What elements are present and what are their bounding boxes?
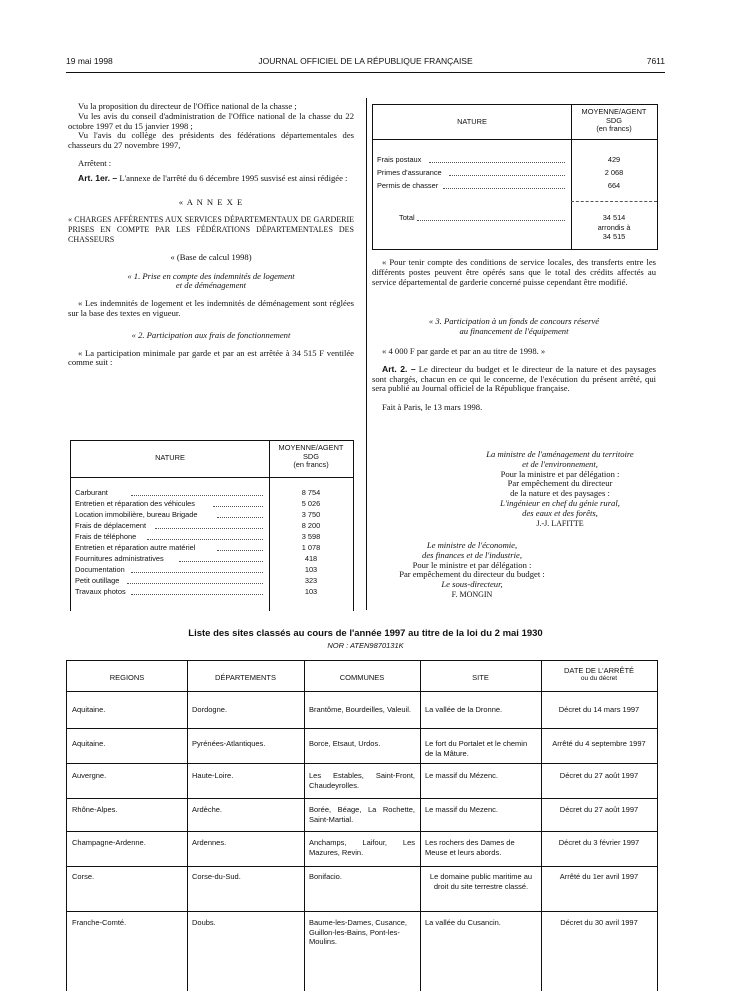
row-label: Documentation: [75, 565, 125, 574]
leader-dots: [429, 162, 565, 163]
cost-table-left: [70, 440, 354, 611]
row-rule: [67, 763, 657, 764]
cell-region: Champagne-Ardenne.: [72, 838, 146, 847]
article-2-label: Art. 2. –: [382, 363, 416, 374]
cell-communes: Borce, Etsaut, Urdos.: [309, 739, 381, 748]
leader-dots: [217, 550, 263, 551]
row-value: 664: [607, 181, 621, 190]
header-regions: REGIONS: [109, 673, 145, 682]
section-3-title: « 3. Participation à un fonds de concours réservé: [428, 316, 600, 327]
row-label: Location immobilière, bureau Brigade: [75, 510, 198, 519]
cell-date: Décret du 27 août 1997: [559, 771, 639, 780]
table-row: [71, 532, 353, 543]
leader-dots: [147, 539, 263, 540]
row-value: 3 750: [301, 510, 321, 519]
table-row: [373, 181, 657, 192]
row-value: 1 078: [301, 543, 321, 552]
cell-site: Les rochers des Dames de Meuse et leurs abords.: [425, 838, 515, 857]
base-calcul: « (Base de calcul 1998): [170, 251, 252, 262]
cell-site: La vallée de la Dronne.: [425, 705, 503, 714]
cell-communes: Anchamps, Laifour, Les Mazures, Revin.: [309, 838, 415, 857]
row-value: 8 200: [301, 521, 321, 530]
sig-line: des finances et de l'industrie,: [422, 549, 522, 560]
signatory-name: F. MONGIN: [451, 589, 493, 599]
table-row: [373, 155, 657, 166]
cell-region: Aquitaine.: [72, 705, 106, 714]
nature-header: NATURE: [457, 117, 487, 126]
table-row: [71, 510, 353, 521]
section-1-title-cont: et de déménagement: [175, 280, 247, 291]
cell-region: Rhône-Alpes.: [72, 805, 118, 814]
annexe-heading: « A N N E X E: [178, 196, 244, 207]
pour-tenir-compte-text: « Pour tenir compte des conditions de service locales, des transferts entre les différents postes peuvent être opérés sans que le total des crédits affectés au service départemental de garderie concerné puisse cependant être modifié.: [372, 257, 656, 287]
signature-block-2: [372, 541, 572, 600]
header-date-line: ou du décret: [580, 675, 618, 682]
total-line: 34 515: [602, 232, 626, 241]
row-label: Frais postaux: [377, 155, 422, 164]
left-column: [68, 102, 354, 368]
section-2-title: « 2. Participation aux frais de fonctionnement: [131, 329, 291, 340]
cell-communes: Borée, Béage, La Rochette, Saint-Martial.: [309, 805, 415, 824]
cell-communes: Les Estables, Saint-Front, Chaudeyrolles.: [309, 771, 415, 790]
right-column: [372, 258, 656, 413]
cell-dept: Haute-Loire.: [192, 771, 234, 780]
leader-dots: [131, 495, 263, 496]
vu-paragraph: Vu la proposition du directeur de l'Office national de la chasse ;: [78, 101, 297, 111]
cell-communes: Baume-les-Dames, Cusance, Guillon-les-Bains, Pont-les-Moulins.: [309, 918, 407, 947]
column-divider: [420, 661, 421, 991]
sig-line: La ministre de l'aménagement du territoire: [486, 449, 634, 459]
row-label: Fournitures administratives: [75, 554, 164, 563]
leader-dots: [417, 220, 565, 221]
row-label: Primes d'assurance: [377, 168, 442, 177]
header-site: SITE: [472, 673, 489, 682]
row-value: 418: [304, 554, 318, 563]
table-row: [373, 168, 657, 179]
row-value: 5 026: [301, 499, 321, 508]
article-2: [372, 365, 656, 394]
row-value: 103: [304, 587, 318, 596]
row-value: 103: [304, 565, 318, 574]
column-divider: [187, 661, 188, 991]
article-1-label: Art. 1er. –: [78, 172, 118, 183]
moyenne-header-line: SDG: [302, 451, 319, 461]
sig-line: Pour le ministre et par délégation :: [412, 559, 532, 570]
sig-line: Par empêchement du directeur: [507, 478, 613, 489]
cell-communes: Brantôme, Bourdeilles, Valeuil.: [309, 705, 411, 714]
moyenne-header-line: MOYENNE/AGENT: [581, 107, 647, 116]
cell-region: Auvergne.: [72, 771, 107, 780]
article-1: [68, 174, 354, 184]
cell-dept: Ardennes.: [192, 838, 227, 847]
row-rule: [67, 831, 657, 832]
leader-dots: [179, 561, 263, 562]
row-value: 8 754: [301, 488, 321, 497]
leader-dots: [127, 583, 263, 584]
moyenne-header: [269, 444, 353, 470]
moyenne-header-line: SDG: [605, 115, 622, 125]
table-row: [71, 565, 353, 576]
sites-title: Liste des sites classés au cours de l'année 1997 au titre de la loi du 2 mai 1930: [188, 628, 543, 639]
sites-table: [66, 660, 658, 991]
table-row: [71, 543, 353, 554]
sig-line: et de l'environnement,: [522, 458, 598, 469]
header-page-number: 7611: [646, 56, 665, 66]
arretent-text: Arrêtent :: [78, 157, 112, 168]
cell-site: Le domaine public maritime au droit du site terrestre classé.: [429, 872, 533, 891]
leader-dots: [213, 506, 263, 507]
column-divider: [304, 661, 305, 991]
table-header: [373, 105, 657, 140]
header-date-line: DATE DE L'ARRÊTÉ: [563, 666, 635, 675]
moyenne-header-line: (en francs): [596, 124, 632, 133]
signatory-name: J.-J. LAFITTE: [536, 518, 584, 528]
total-value: [571, 213, 657, 242]
leader-dots: [217, 517, 263, 518]
cell-site: La vallée du Cusancin.: [425, 918, 501, 927]
moyenne-header-line: (en francs): [293, 460, 329, 469]
cell-site: Le massif du Mézenc.: [425, 771, 498, 780]
row-label: Permis de chasser: [377, 181, 439, 190]
header-date: 19 mai 1998: [66, 56, 113, 66]
cell-date: Décret du 3 février 1997: [558, 838, 640, 847]
sig-line: de la nature et des paysages :: [510, 488, 610, 499]
nature-header: NATURE: [155, 453, 185, 462]
cell-dept: Pyrénées-Atlantiques.: [192, 739, 266, 748]
moyenne-header: [571, 108, 657, 134]
cell-date: Arrêté du 1er avril 1997: [559, 872, 639, 881]
row-label: Frais de téléphone: [75, 532, 137, 541]
header-rule: [66, 72, 665, 73]
table-row: [71, 576, 353, 587]
table-row: [71, 488, 353, 499]
section-3-title-cont: au financement de l'équipement: [459, 326, 569, 337]
leader-dots: [449, 175, 565, 176]
cell-date: Arrêté du 4 septembre 1997: [552, 739, 646, 748]
row-label: Petit outillage: [75, 576, 120, 585]
row-rule: [67, 866, 657, 867]
nor-number: NOR : ATEN9870131K: [327, 641, 404, 650]
sig-line: des eaux et des forêts,: [522, 507, 598, 518]
table-header: [71, 441, 353, 478]
cell-dept: Corse-du-Sud.: [192, 872, 241, 881]
article-1-text: L'annexe de l'arrêté du 6 décembre 1995 susvisé est ainsi rédigée :: [119, 172, 348, 183]
vu-paragraph: Vu l'avis du collège des présidents des fédérations départementales des chasseurs du 27 novembre 1997,: [68, 130, 354, 151]
header-rule: [67, 691, 657, 692]
cost-table-right: [372, 104, 658, 250]
cell-communes: Bonifacio.: [309, 872, 342, 881]
table-row: [71, 587, 353, 598]
sig-line: L'ingénieur en chef du génie rural,: [500, 497, 620, 508]
row-value: 323: [304, 576, 318, 585]
row-label: Carburant: [75, 488, 108, 497]
row-value: 3 598: [301, 532, 321, 541]
total-line: 34 514: [602, 213, 626, 222]
table-row: [71, 554, 353, 565]
fait-a-paris: Fait à Paris, le 13 mars 1998.: [382, 402, 483, 413]
row-rule: [67, 798, 657, 799]
article-2-text: Le directeur du budget et le directeur de la nature et des paysages sont chargés, chacun en ce qui le concerne, de l'exécution du présent arrêté, qui sera publié au Journal officiel de la République française.: [372, 363, 656, 394]
vu-paragraph: Vu les avis du conseil d'administration de l'Office national de la chasse du 22 octobre 1997 et du 15 janvier 1998 ;: [68, 110, 354, 131]
cell-date: Décret du 27 août 1997: [559, 805, 639, 814]
cell-dept: Doubs.: [192, 918, 216, 927]
sig-line: Le sous-directeur,: [441, 579, 503, 590]
page-header: [66, 56, 665, 70]
table-row: [71, 499, 353, 510]
row-rule: [67, 911, 657, 912]
sig-line: Le ministre de l'économie,: [426, 540, 518, 550]
leader-dots: [155, 528, 263, 529]
table-row: [71, 521, 353, 532]
column-separator: [366, 98, 367, 610]
sig-line: Par empêchement du directeur du budget :: [399, 569, 545, 580]
cell-region: Corse.: [72, 872, 95, 881]
row-label: Frais de déplacement: [75, 521, 147, 530]
cell-region: Franche-Comté.: [72, 918, 127, 927]
cell-region: Aquitaine.: [72, 739, 106, 748]
signature-block-1: [460, 450, 660, 528]
total-line: arrondis à: [597, 222, 631, 232]
cell-date: Décret du 14 mars 1997: [558, 705, 640, 714]
header-journal-title: JOURNAL OFFICIEL DE LA RÉPUBLIQUE FRANÇAISE: [258, 56, 473, 66]
row-label: Travaux photos: [75, 587, 126, 596]
leader-dots: [131, 594, 263, 595]
row-value: 429: [607, 155, 621, 164]
cell-date: Décret du 30 avril 1997: [560, 918, 638, 927]
leader-dots: [131, 572, 263, 573]
section-1-text: « Les indemnités de logement et les indemnités de déménagement sont réglées sur la base des textes en vigueur.: [68, 298, 354, 318]
row-label: Entretien et réparation autre matériel: [75, 543, 196, 552]
total-separator: [571, 201, 657, 202]
cell-dept: Dordogne.: [192, 705, 228, 714]
row-value: 2 068: [604, 168, 624, 177]
leader-dots: [443, 188, 565, 189]
cell-site: Le fort du Portalet et le chemin de la Mâture.: [425, 739, 528, 758]
cell-dept: Ardèche.: [192, 805, 223, 814]
row-label: Entretien et réparation des véhicules: [75, 499, 195, 508]
sites-nor: [66, 641, 665, 650]
section-3-text: « 4 000 F par garde et par an au titre de 1998. »: [382, 345, 546, 356]
header-communes: COMMUNES: [339, 673, 385, 682]
section-1-title: « 1. Prise en compte des indemnités de logement: [127, 270, 295, 281]
cell-site: Le massif du Mezenc.: [425, 805, 498, 814]
charges-heading: « CHARGES AFFÉRENTES AUX SERVICES DÉPARTEMENTAUX DE GARDERIE PRISES EN COMPTE PAR LES FÉDÉRATIONS DÉPARTEMENTALES DES CHASSEURS: [68, 215, 354, 244]
moyenne-header-line: MOYENNE/AGENT: [278, 443, 344, 452]
sig-line: Pour la ministre et par délégation :: [500, 468, 620, 479]
header-date: [541, 667, 657, 683]
row-rule: [67, 728, 657, 729]
total-label: Total: [399, 213, 415, 222]
section-2-text: « La participation minimale par garde et par an est arrêtée à 34 515 F ventilée comme suit :: [68, 347, 354, 368]
header-departements: DÉPARTEMENTS: [215, 673, 276, 682]
